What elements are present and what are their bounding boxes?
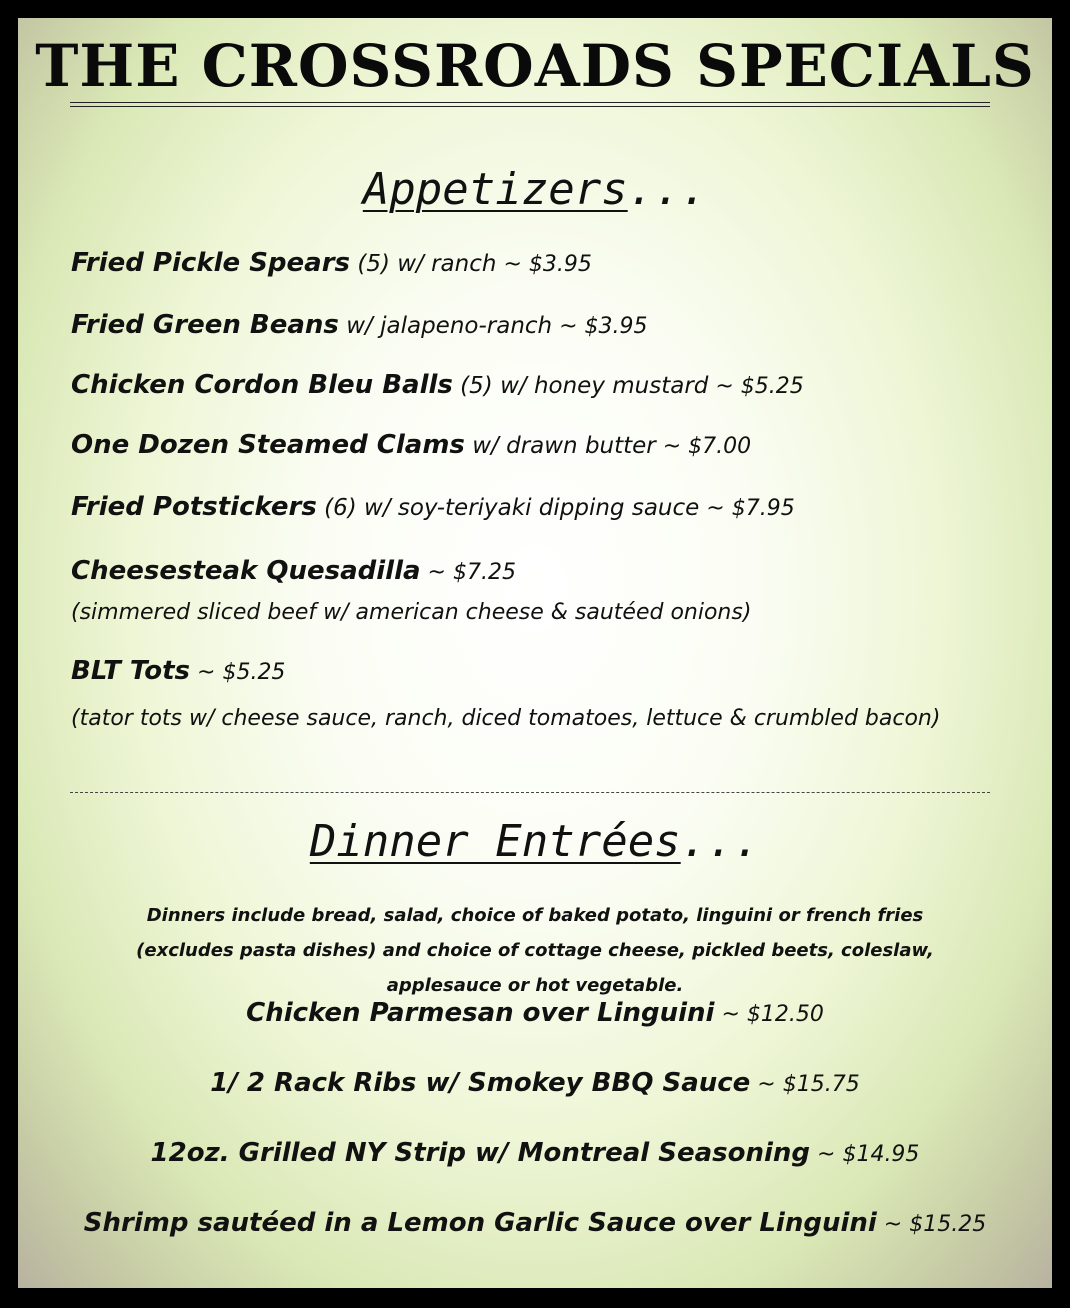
entree-name: Shrimp sautéed in a Lemon Garlic Sauce over Linguini	[83, 1208, 877, 1238]
appetizer-name: Fried Pickle Spears	[71, 248, 351, 278]
appetizer-item	[71, 656, 1012, 686]
entree-item	[18, 1138, 1052, 1168]
appetizers-heading-ellipsis: ...	[627, 164, 708, 215]
appetizer-item	[71, 248, 1012, 278]
appetizer-name: Cheesesteak Quesadilla	[71, 556, 421, 586]
appetizer-price: ~ $3.95	[496, 252, 592, 277]
entree-item	[18, 1208, 1052, 1238]
appetizer-desc: w/ drawn butter	[464, 433, 656, 459]
appetizer-desc: (5) w/ honey mustard	[452, 373, 709, 399]
appetizer-item	[71, 430, 1012, 460]
appetizer-item	[71, 556, 1012, 586]
dinner-heading-ellipsis: ...	[680, 816, 761, 867]
entree-price: ~ $15.25	[876, 1212, 987, 1237]
appetizer-desc: w/ jalapeno-ranch	[338, 313, 553, 339]
entree-price: ~ $14.95	[810, 1142, 920, 1167]
appetizer-price: ~ $7.00	[655, 434, 752, 459]
entree-name: Chicken Parmesan over Linguini	[246, 998, 715, 1028]
appetizer-item	[71, 370, 1012, 400]
dinner-heading-text: Dinner Entrées	[309, 816, 681, 867]
appetizer-name: Chicken Cordon Bleu Balls	[71, 370, 453, 400]
appetizer-price: ~ $5.25	[708, 374, 804, 399]
appetizers-heading	[18, 164, 1052, 215]
appetizer-price: ~ $7.95	[699, 496, 795, 521]
title-divider	[70, 102, 990, 107]
entree-price: ~ $12.50	[714, 1002, 824, 1027]
appetizers-heading-text: Appetizers	[362, 164, 628, 215]
entree-name: 12oz. Grilled NY Strip w/ Montreal Seasoning	[150, 1138, 811, 1168]
appetizer-name: Fried Green Beans	[71, 310, 339, 340]
appetizer-item	[71, 310, 1012, 340]
appetizer-note: (tator tots w/ cheese sauce, ranch, diced tomatoes, lettuce & crumbled bacon)	[71, 706, 941, 731]
menu-title: THE CROSSROADS SPECIALS	[35, 32, 1035, 100]
appetizer-name: One Dozen Steamed Clams	[71, 430, 465, 460]
menu-board	[18, 18, 1052, 1288]
appetizer-price: ~ $7.25	[420, 560, 516, 585]
dinner-includes-note: Dinners include bread, salad, choice of baked potato, linguini or french fries (excludes pasta dishes) and choice of cottage cheese, pickled beets, coleslaw, applesauce or hot vegetable.	[136, 905, 934, 996]
appetizer-desc: (6) w/ soy-teriyaki dipping sauce	[316, 495, 700, 521]
appetizer-price: ~ $3.95	[552, 314, 648, 339]
appetizer-item	[71, 492, 1012, 522]
appetizer-desc: (5) w/ ranch	[350, 251, 497, 277]
appetizer-name: BLT Tots	[71, 656, 191, 686]
dinner-heading	[18, 816, 1052, 867]
appetizer-name: Fried Potstickers	[71, 492, 317, 522]
entree-item	[18, 1068, 1052, 1098]
entree-price: ~ $15.75	[750, 1072, 860, 1097]
entree-item	[18, 998, 1052, 1028]
appetizer-price: ~ $5.25	[190, 660, 286, 685]
appetizer-note: (simmered sliced beef w/ american cheese & sautéed onions)	[71, 600, 752, 625]
entree-name: 1/ 2 Rack Ribs w/ Smokey BBQ Sauce	[210, 1068, 751, 1098]
section-divider	[70, 792, 990, 793]
